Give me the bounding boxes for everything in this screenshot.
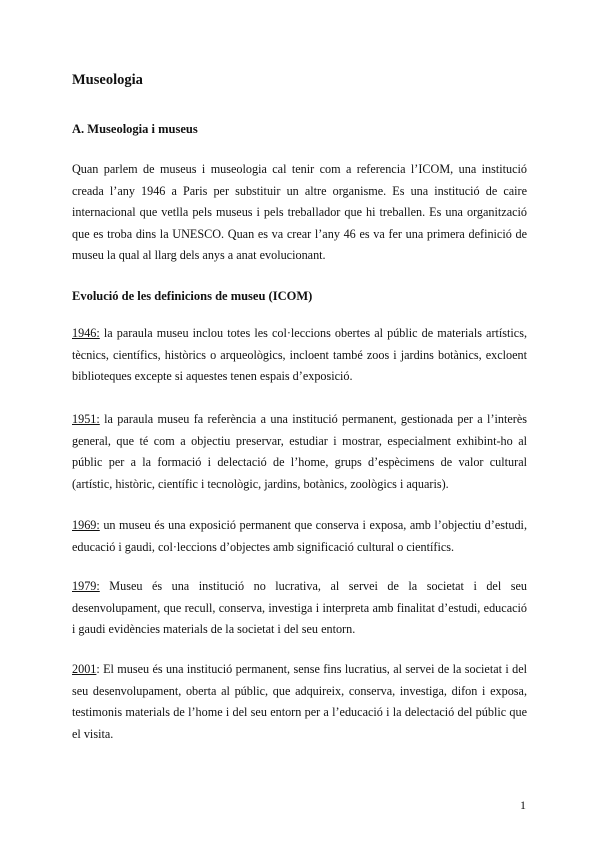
year-label: 2001 <box>72 662 97 676</box>
definition-text: la paraula museu inclou totes les col·leccions obertes al públic de materials artístics, tècnics, científics, històrics o arqueològics, incloent també zoos i jardins botànics, excloent biblioteques excepte si aquestes tenen espais d’exposició. <box>72 326 527 383</box>
evolution-heading: Evolució de les definicions de museu (ICOM) <box>72 289 313 303</box>
definition-text: Museu és una institució no lucrativa, al servei de la societat i del seu desenvolupament, que recull, conserva, investiga i interpreta amb finalitat d’estudi, educació i gaudi evidències materials de la societat i del seu entorn. <box>72 579 527 636</box>
definition-1951 <box>72 409 527 495</box>
definition-1946 <box>72 323 527 388</box>
year-label: 1946: <box>72 326 100 340</box>
year-label: 1979: <box>72 579 100 593</box>
definition-text: : El museu és una institució permanent, sense fins lucratius, al servei de la societat i del seu desenvolupament, oberta al públic, que adquireix, conserva, investiga, difon i exposa, testimonis materials de l’home i del seu entorn per a l’educació i la delectació del públic que el visita. <box>72 662 527 741</box>
document-title: Museologia <box>72 72 143 88</box>
page-number: 1 <box>520 798 526 812</box>
definition-text: la paraula museu fa referència a una institució permanent, gestionada per a l’interès general, que té com a objectiu preservar, estudiar i mostrar, especialment exhibint-ho al públic per a la formació i delectació de l’home, grups d’espècimens de valor cultural (artístic, històric, científic i tecnològic, jardins, botànics, zoològics i aquaris). <box>72 412 527 491</box>
section-a-heading: A. Museologia i museus <box>72 122 198 136</box>
definition-1979 <box>72 576 527 641</box>
year-label: 1969: <box>72 518 100 532</box>
year-label: 1951: <box>72 412 100 426</box>
section-a-paragraph: Quan parlem de museus i museologia cal tenir com a referencia l’ICOM, una institució creada l’any 1946 a Paris per substituir un altre organisme. Es una institució de caire internacional que vetlla pels museus i pels treballador que hi treballen. Es una organització que es troba dins la UNESCO. Quan es va crear l’any 46 es va fer una primera definició de museu la qual al llarg dels anys a anat evolucionant. <box>72 162 527 262</box>
definition-1969 <box>72 515 527 558</box>
definition-text: un museu és una exposició permanent que conserva i exposa, amb l’objectiu d’estudi, educació i gaudi, col·leccions d’objectes amb significació cultural o científics. <box>72 518 527 554</box>
definition-2001 <box>72 659 527 745</box>
